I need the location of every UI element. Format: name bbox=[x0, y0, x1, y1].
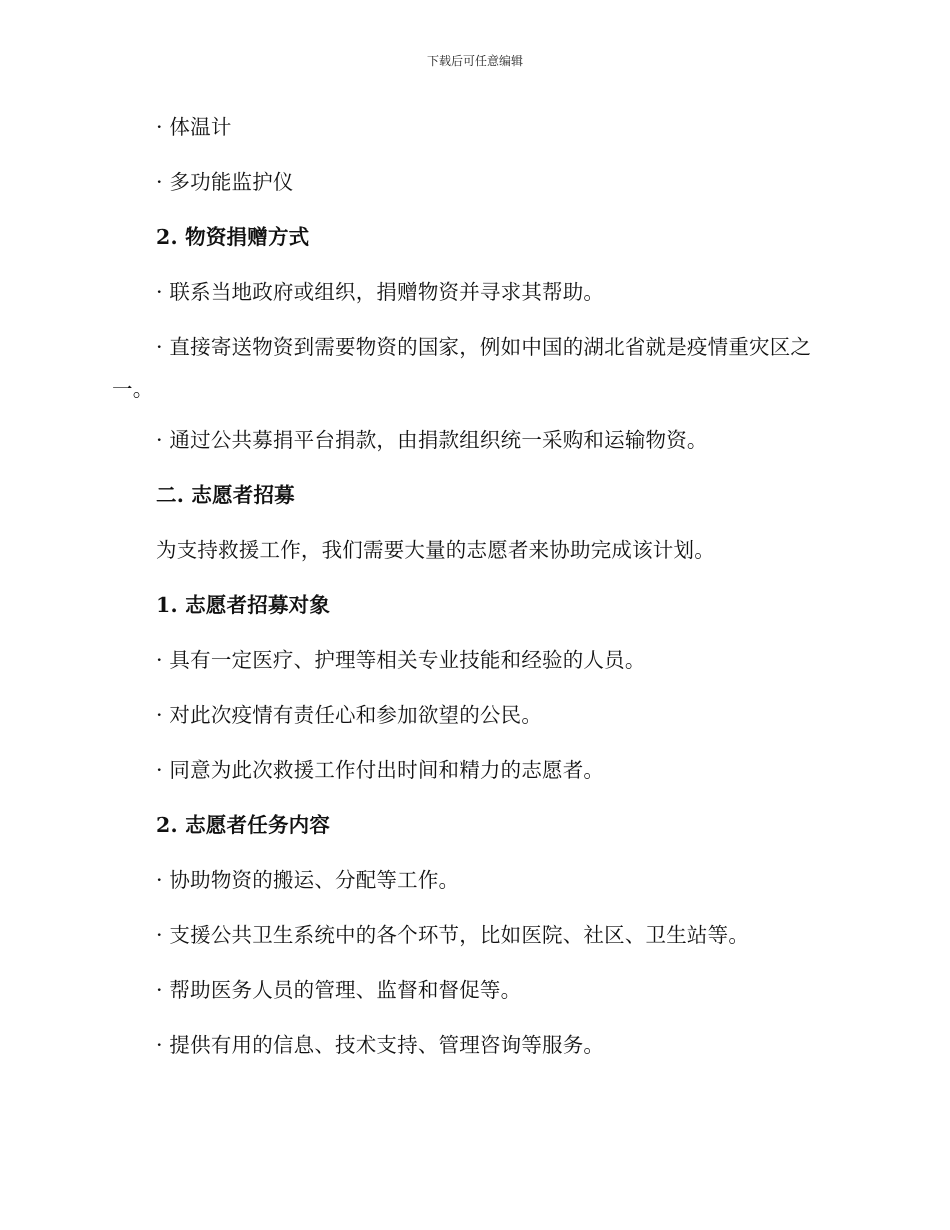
section-heading: 2. 物资捐赠方式 bbox=[156, 225, 310, 249]
section-heading: 二. 志愿者招募 bbox=[156, 483, 295, 507]
bullet-item: · 帮助医务人员的管理、监督和督促等。 bbox=[156, 978, 522, 1002]
document-body bbox=[112, 110, 830, 1083]
section-heading: 2. 志愿者任务内容 bbox=[156, 813, 331, 837]
bullet-item: · 提供有用的信息、技术支持、管理咨询等服务。 bbox=[156, 1033, 605, 1057]
header-note: 下载后可任意编辑 bbox=[426, 54, 523, 68]
bullet-item: · 体温计 bbox=[156, 115, 232, 139]
bullet-item: · 支援公共卫生系统中的各个环节，比如医院、社区、卫生站等。 bbox=[156, 923, 750, 947]
bullet-item: · 同意为此次救援工作付出时间和精力的志愿者。 bbox=[156, 758, 605, 782]
bullet-item: · 具有一定医疗、护理等相关专业技能和经验的人员。 bbox=[156, 648, 646, 672]
paragraph: 为支持救援工作，我们需要大量的志愿者来协助完成该计划。 bbox=[156, 538, 715, 562]
section-heading: 1. 志愿者招募对象 bbox=[156, 593, 331, 617]
bullet-item: · 直接寄送物资到需要物资的国家，例如中国的湖北省就是疫情重灾区之一。 bbox=[112, 335, 812, 401]
bullet-item: · 联系当地政府或组织，捐赠物资并寻求其帮助。 bbox=[156, 280, 605, 304]
bullet-item: · 协助物资的搬运、分配等工作。 bbox=[156, 868, 460, 892]
bullet-item: · 对此次疫情有责任心和参加欲望的公民。 bbox=[156, 703, 543, 727]
bullet-item: · 通过公共募捐平台捐款，由捐款组织统一采购和运输物资。 bbox=[156, 428, 708, 452]
bullet-item: · 多功能监护仪 bbox=[156, 170, 294, 194]
